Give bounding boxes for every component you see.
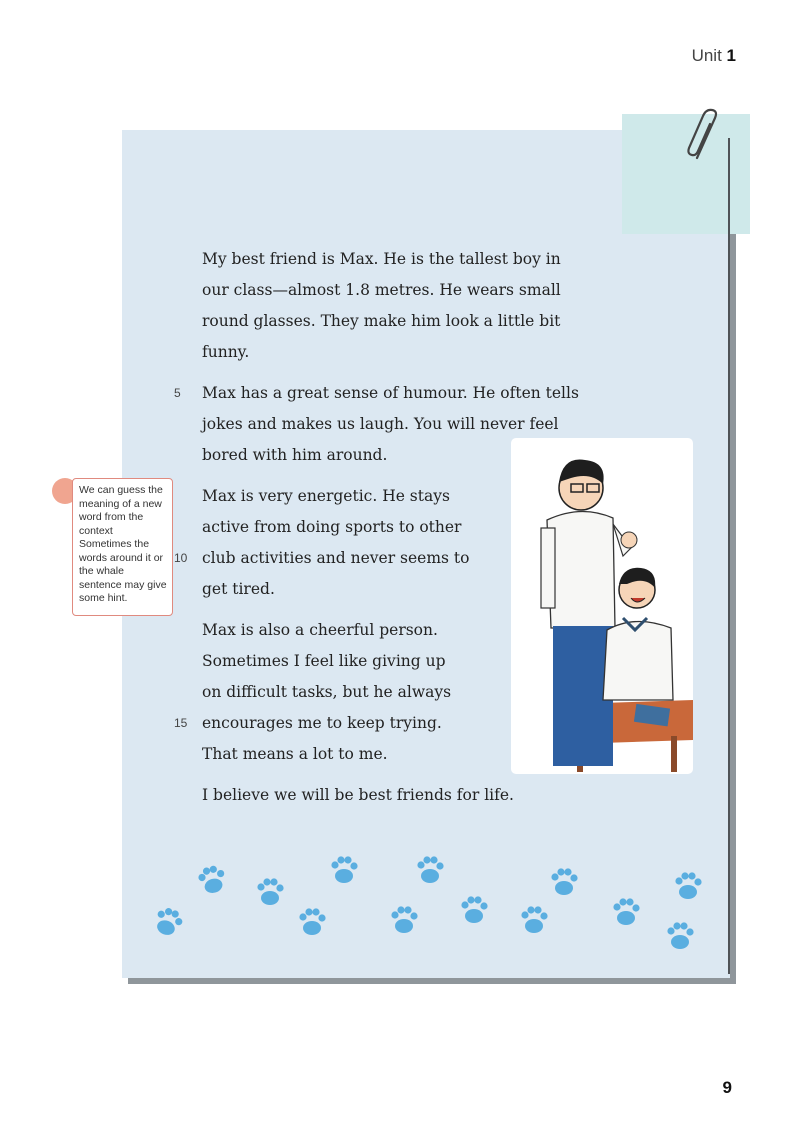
line-number: 10 [174, 551, 188, 565]
text-line: our class—almost 1.8 metres. He wears small [202, 281, 561, 299]
text-line: get tired. [202, 580, 275, 598]
text-line: funny. [202, 343, 250, 361]
text-line: 5 Max has a great sense of humour. He often tells [202, 378, 602, 409]
text-line: 10 club activities and never seems to [202, 543, 602, 574]
text-line: bored with him around. [202, 446, 388, 464]
line-number: 5 [174, 386, 181, 400]
paw-prints-decoration [122, 840, 730, 970]
line-number: 15 [174, 716, 188, 730]
unit-number: 1 [726, 46, 736, 65]
margin-note-text: We can guess the meaning of a new word from the context Sometimes the words around it or the whale sentence may give some hint. [79, 484, 167, 604]
paragraph-5 [202, 780, 602, 811]
text-line: active from doing sports to other [202, 518, 462, 536]
boys-image [511, 438, 693, 774]
paragraph-1 [202, 244, 602, 368]
page-number: 9 [722, 1078, 732, 1097]
paperclip-icon [683, 108, 727, 164]
text-line: on difficult tasks, but he always [202, 683, 452, 701]
text-line: jokes and makes us laugh. You will never feel [202, 415, 559, 433]
unit-header [692, 46, 736, 66]
unit-label: Unit [691, 46, 722, 65]
illustration-two-boys [511, 438, 693, 774]
text-line: Max is very energetic. He stays [202, 487, 450, 505]
text-line: I believe we will be best friends for life. [202, 786, 514, 804]
text-line: Sometimes I feel like giving up [202, 652, 446, 670]
margin-note [72, 478, 173, 616]
text-line: 15 encourages me to keep trying. [202, 708, 602, 739]
text-line: Max is also a cheerful person. [202, 621, 438, 639]
text-line: round glasses. They make him look a little bit [202, 312, 561, 330]
text-line: That means a lot to me. [202, 745, 388, 763]
text-line: My best friend is Max. He is the tallest boy in [202, 250, 561, 268]
